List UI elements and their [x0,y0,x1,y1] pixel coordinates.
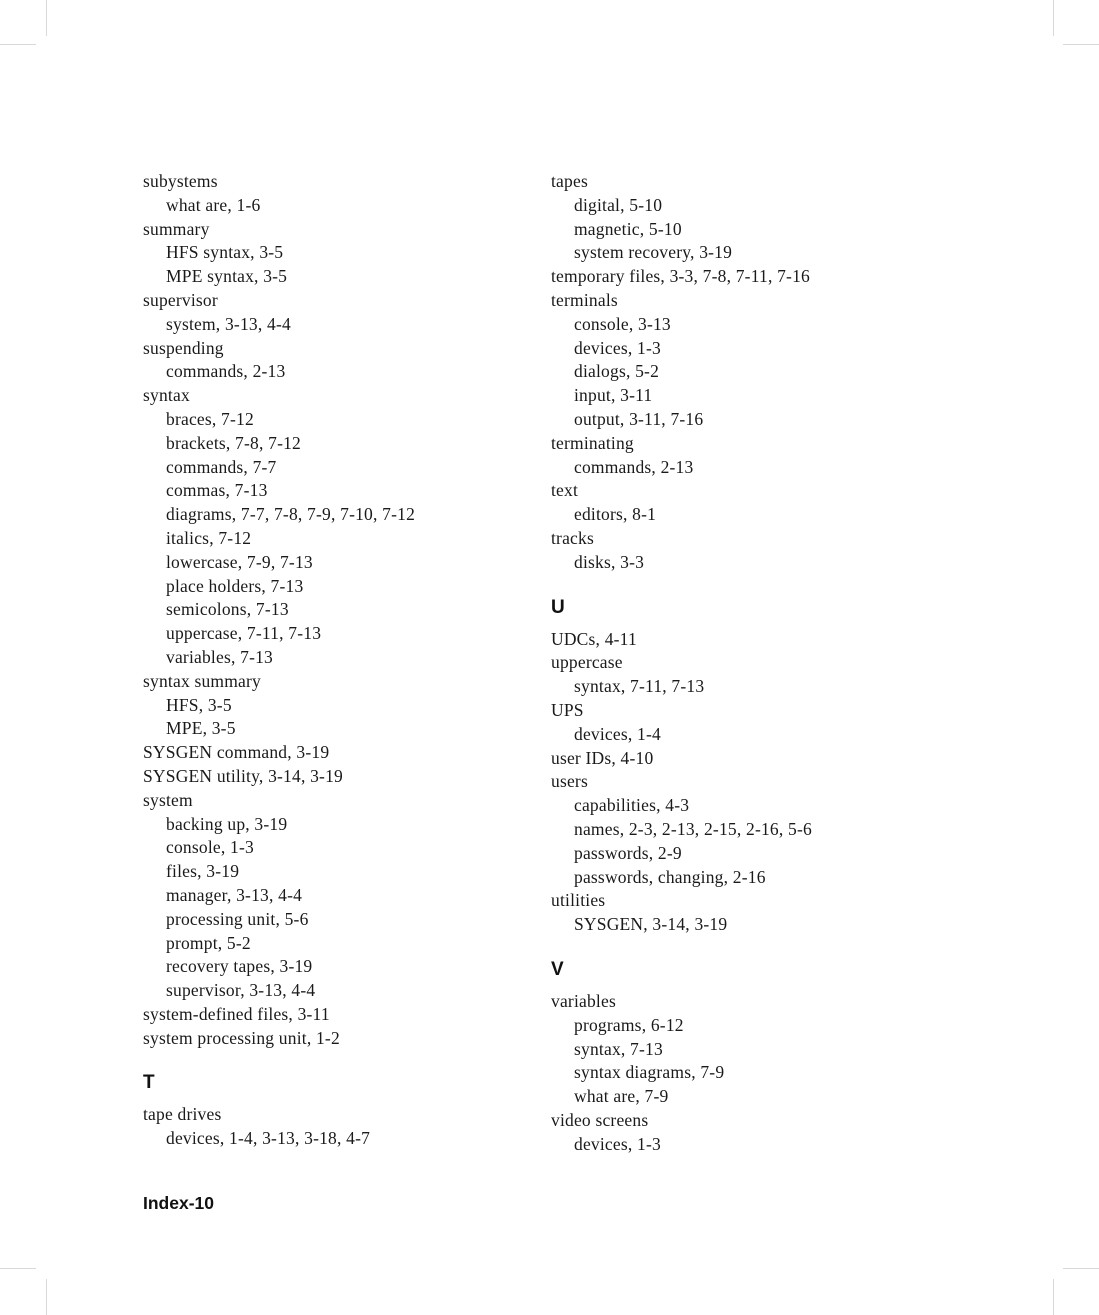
index-subentry: files, 3-19 [166,861,240,882]
index-subentry: passwords, 2-9 [574,842,682,863]
index-entry: UPS [551,699,584,720]
index-subentry: commands, 7-7 [166,456,277,477]
index-subentry: names, 2-3, 2-13, 2-15, 2-16, 5-6 [574,818,812,839]
index-subentry: what are, 1-6 [166,194,261,215]
index-subentry: manager, 3-13, 4-4 [166,884,303,905]
index-subentry: commas, 7-13 [166,480,268,501]
index-subentry: recovery tapes, 3-19 [166,956,313,977]
index-subentry: backing up, 3-19 [166,813,288,834]
index-subentry: editors, 8-1 [574,504,657,525]
index-subentry: SYSGEN, 3-14, 3-19 [574,914,728,935]
index-subentry: prompt, 5-2 [166,932,251,953]
crop-mark-bottom-left-horizontal [0,1268,36,1269]
index-entry: system [143,789,193,810]
index-entry: tracks [551,527,594,548]
section-letter: U [551,596,565,618]
index-subentry: uppercase, 7-11, 7-13 [166,623,322,644]
index-subentry: processing unit, 5-6 [166,908,309,929]
index-entry: users [551,771,588,792]
index-entry: subystems [143,171,218,191]
index-entry: syntax summary [143,670,261,691]
index-entry: variables [551,990,616,1011]
index-subentry: devices, 1-3 [574,1133,661,1154]
index-subentry: variables, 7-13 [166,646,273,667]
index-subentry: MPE syntax, 3-5 [166,266,288,287]
index-subentry: syntax, 7-11, 7-13 [574,676,705,697]
index-entry: syntax [143,385,190,406]
index-subentry: magnetic, 5-10 [574,218,682,239]
index-entry: temporary files, 3-3, 7-8, 7-11, 7-16 [551,266,810,287]
index-entry: video screens [551,1109,649,1130]
index-subentry: HFS syntax, 3-5 [166,242,284,263]
section-letter: V [551,958,564,980]
index-entry: user IDs, 4-10 [551,747,654,768]
index-entry: summary [143,218,210,239]
index-entry: SYSGEN utility, 3-14, 3-19 [143,765,343,786]
index-subentry: system recovery, 3-19 [574,242,733,263]
index-entry: terminals [551,289,618,310]
index-subentry: system, 3-13, 4-4 [166,313,291,334]
crop-mark-top-left-horizontal [0,44,36,45]
index-subentry: braces, 7-12 [166,408,254,429]
index-subentry: input, 3-11 [574,385,653,406]
index-entry: system processing unit, 1-2 [143,1027,340,1048]
page-footer: Index-10 [143,1193,214,1213]
index-subentry: passwords, changing, 2-16 [574,866,766,887]
index-subentry: devices, 1-3 [574,337,661,358]
index-subentry: disks, 3-3 [574,551,645,572]
index-entry: tapes [551,171,588,191]
index-subentry: diagrams, 7-7, 7-8, 7-9, 7-10, 7-12 [166,504,416,525]
index-column-left [143,170,543,1151]
index-entry: SYSGEN command, 3-19 [143,742,330,763]
index-entry: suspending [143,337,224,358]
index-subentry: syntax diagrams, 7-9 [574,1062,725,1083]
index-subentry: console, 3-13 [574,313,671,334]
index-subentry: syntax, 7-13 [574,1038,663,1059]
index-entry: utilities [551,890,606,911]
crop-mark-bottom-right-vertical [1053,1279,1054,1315]
index-entry: terminating [551,432,634,453]
index-subentry: devices, 1-4 [574,723,661,744]
index-subentry: programs, 6-12 [574,1014,684,1035]
crop-mark-bottom-right-horizontal [1063,1268,1099,1269]
section-letter: T [143,1072,155,1094]
crop-mark-top-left-vertical [46,0,47,36]
crop-mark-top-right-horizontal [1063,44,1099,45]
index-subentry: commands, 2-13 [166,361,286,382]
index-entry: supervisor [143,289,218,310]
index-subentry: lowercase, 7-9, 7-13 [166,551,313,572]
index-subentry: digital, 5-10 [574,194,663,215]
index-subentry: what are, 7-9 [574,1086,669,1107]
index-entry: text [551,480,579,501]
index-subentry: output, 3-11, 7-16 [574,408,704,429]
index-subentry: HFS, 3-5 [166,694,232,715]
index-subentry: semicolons, 7-13 [166,599,289,620]
index-subentry: dialogs, 5-2 [574,361,660,382]
index-subentry: italics, 7-12 [166,527,252,548]
index-subentry: MPE, 3-5 [166,718,236,739]
index-entry: tape drives [143,1104,222,1125]
index-entry: uppercase [551,652,623,673]
index-subentry: commands, 2-13 [574,456,694,477]
index-entry: UDCs, 4-11 [551,628,637,649]
crop-mark-bottom-left-vertical [46,1279,47,1315]
index-column-right [551,170,981,1156]
index-subentry: capabilities, 4-3 [574,795,690,816]
index-subentry: devices, 1-4, 3-13, 3-18, 4-7 [166,1128,371,1149]
index-subentry: brackets, 7-8, 7-12 [166,432,302,453]
index-subentry: console, 1-3 [166,837,254,858]
crop-mark-top-right-vertical [1053,0,1054,36]
index-subentry: supervisor, 3-13, 4-4 [166,980,316,1001]
index-subentry: place holders, 7-13 [166,575,304,596]
index-entry: system-defined files, 3-11 [143,1003,330,1024]
